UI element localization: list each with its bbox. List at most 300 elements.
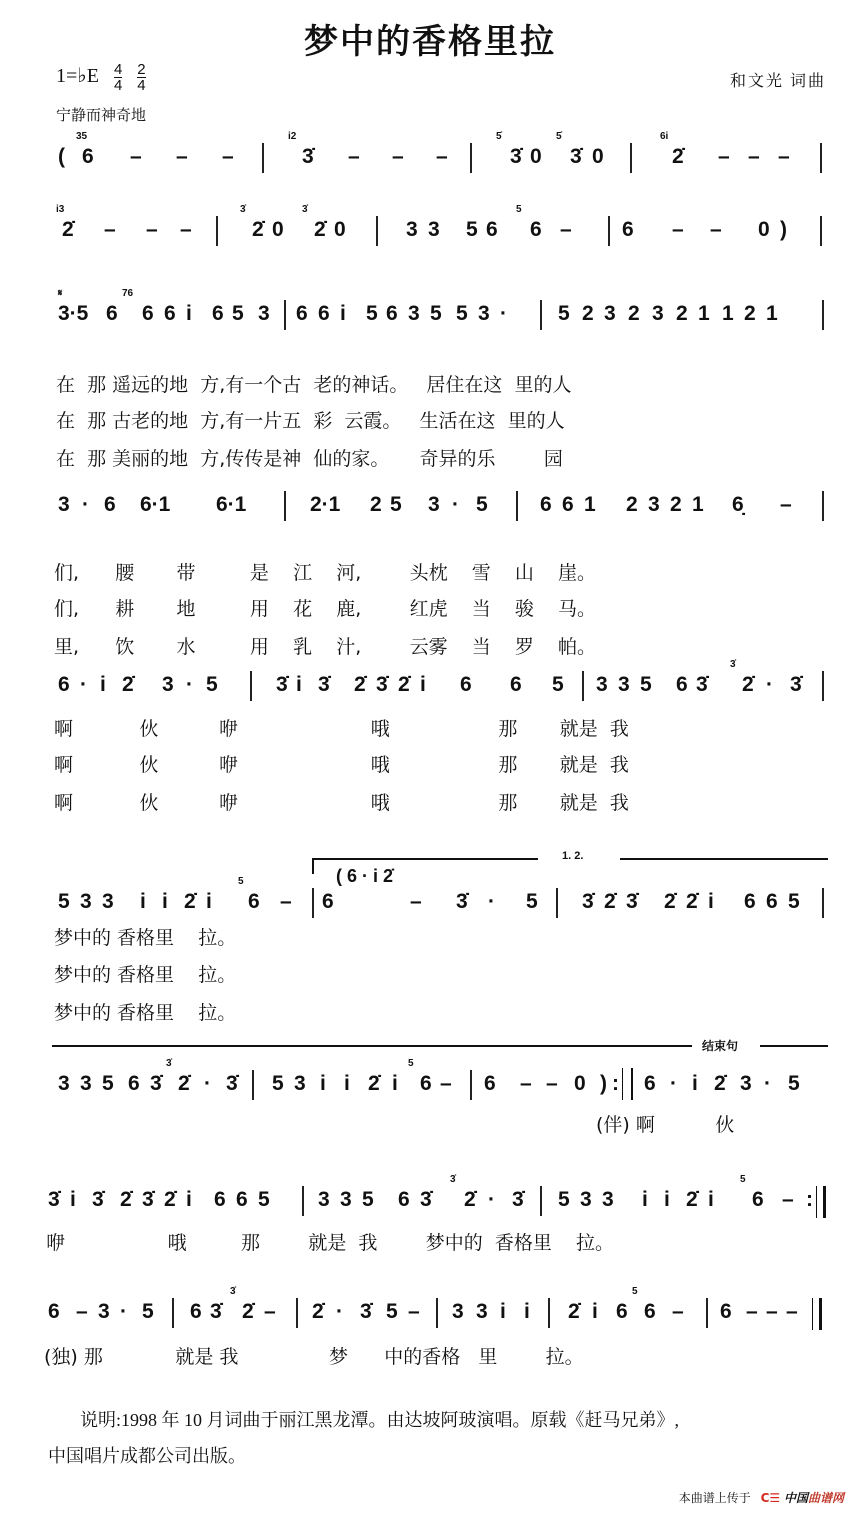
note: ) xyxy=(780,218,787,241)
note: 3 xyxy=(318,1188,330,1211)
lyric-line: (独) 那 就是 我 梦 中的香格 里 拉。 xyxy=(44,1346,584,1368)
time-signature-2-4: $\frac{2}{4}$ xyxy=(137,61,146,94)
site-logo-text-a[interactable]: 中国 xyxy=(783,1491,808,1505)
grace-note: 76 xyxy=(122,288,134,299)
barline xyxy=(436,1298,438,1328)
note: 3 xyxy=(102,890,114,913)
note: 3 xyxy=(406,218,418,241)
note: 2·1 xyxy=(310,493,341,516)
note: 6 xyxy=(212,302,224,325)
volta-bracket-line xyxy=(312,858,538,860)
note: i xyxy=(340,302,346,325)
grace-note: 3̇ xyxy=(230,1286,236,1297)
note: 5 xyxy=(142,1300,154,1323)
note: 3 xyxy=(596,673,608,696)
barline xyxy=(822,491,824,521)
note: – xyxy=(672,218,684,241)
note: 2̇ xyxy=(312,1300,324,1323)
note: · xyxy=(186,673,193,696)
barline xyxy=(470,1070,472,1100)
note: : xyxy=(806,1188,813,1211)
lyric-line: 啊 伙 咿 哦 那 就是 我 xyxy=(54,754,629,776)
note: 2 xyxy=(582,302,594,325)
note: 3̇ xyxy=(318,673,330,696)
note: 6 xyxy=(766,890,778,913)
note: 2̇ xyxy=(464,1188,476,1211)
barline xyxy=(820,216,822,246)
repeat-end-barline xyxy=(816,1186,826,1218)
note: · xyxy=(336,1300,343,1323)
note: 3̇ xyxy=(790,673,802,696)
note: 2̇ xyxy=(354,673,366,696)
note: 6 xyxy=(58,673,70,696)
note: i xyxy=(708,1188,714,1211)
accompaniment-notes: ( 6 · i 2̇ xyxy=(336,866,394,886)
note: 6̣ xyxy=(732,493,744,516)
barline xyxy=(822,888,824,918)
note: 6 xyxy=(644,1072,656,1095)
note: 5 xyxy=(258,1188,270,1211)
note: 2̇ xyxy=(664,890,676,913)
note: · xyxy=(452,493,459,516)
note: – xyxy=(748,145,760,168)
note: 6 xyxy=(214,1188,226,1211)
note: 3 xyxy=(452,1300,464,1323)
note: · xyxy=(766,673,773,696)
note: – xyxy=(104,218,116,241)
note: 3 xyxy=(604,302,616,325)
note: ( xyxy=(58,145,65,168)
note: 3 xyxy=(340,1188,352,1211)
note-line-1: 说明:1998 年 10 月词曲于丽江黑龙潭。由达坡阿玻演唱。原载《赶马兄弟》, xyxy=(80,1410,679,1430)
note: 0 xyxy=(574,1072,586,1095)
note: 6 xyxy=(420,1072,432,1095)
note: 3̇ xyxy=(276,673,288,696)
grace-note: 3̇ xyxy=(450,1174,456,1185)
note: 5 xyxy=(232,302,244,325)
note: · xyxy=(670,1072,677,1095)
note: – xyxy=(130,145,142,168)
note: 2̇ xyxy=(314,218,326,241)
note: 6 xyxy=(752,1188,764,1211)
note: 6 xyxy=(296,302,308,325)
note: i xyxy=(162,890,168,913)
note: 0 xyxy=(530,145,542,168)
grace-note: 5 xyxy=(516,204,522,215)
barline xyxy=(540,1186,542,1216)
note: 3 xyxy=(58,1072,70,1095)
note: – xyxy=(710,218,722,241)
grace-note: 5 xyxy=(740,1174,746,1185)
note: i xyxy=(70,1188,76,1211)
grace-note: i3 xyxy=(56,204,65,215)
note: 6 xyxy=(248,890,260,913)
note: 2̇ xyxy=(122,673,134,696)
note: 2 xyxy=(626,493,638,516)
lyric-line: 在 那 古老的地 方,有一片五 彩 云霞。 生活在这 里的人 xyxy=(56,410,565,432)
ending-bracket-line xyxy=(760,1045,828,1047)
volta-label: 1. 2. xyxy=(562,850,584,862)
note: – xyxy=(408,1300,420,1323)
note: 6 xyxy=(322,890,334,913)
note: 3 xyxy=(98,1300,110,1323)
note: – xyxy=(222,145,234,168)
lyric-line: 梦中的 香格里 拉。 xyxy=(54,964,237,986)
note: – xyxy=(410,890,422,913)
barline xyxy=(820,143,822,173)
note: 3̇ xyxy=(570,145,582,168)
note: – xyxy=(786,1300,798,1323)
note: i xyxy=(344,1072,350,1095)
note: – xyxy=(392,145,404,168)
note: 6 xyxy=(386,302,398,325)
grace-note: 5̇ xyxy=(556,131,562,142)
note: 0 xyxy=(334,218,346,241)
note: 2̇ xyxy=(242,1300,254,1323)
note: 6 xyxy=(164,302,176,325)
note: – xyxy=(280,890,292,913)
note: i xyxy=(642,1188,648,1211)
note: 3̇ xyxy=(226,1072,238,1095)
barline xyxy=(470,143,472,173)
note: 2̇ xyxy=(604,890,616,913)
grace-note: 5̇ xyxy=(496,131,502,142)
note: 5 xyxy=(640,673,652,696)
note: i xyxy=(500,1300,506,1323)
barline xyxy=(608,216,610,246)
note: 6 xyxy=(540,493,552,516)
note: 0 xyxy=(272,218,284,241)
note: 2̇ xyxy=(742,673,754,696)
note: 5 xyxy=(526,890,538,913)
note: 2̇ xyxy=(184,890,196,913)
note: 3 xyxy=(478,302,490,325)
barline xyxy=(822,300,824,330)
note: 6 xyxy=(622,218,634,241)
barline xyxy=(376,216,378,246)
note: 5 xyxy=(206,673,218,696)
note: 3̇ xyxy=(376,673,388,696)
note: 3̇ xyxy=(582,890,594,913)
note: 3 xyxy=(408,302,420,325)
note: 3 xyxy=(258,302,270,325)
note: · xyxy=(500,302,507,325)
note: 3·5 xyxy=(58,302,89,325)
lyric-line: 在 那 遥远的地 方,有一个古 老的神话。 居住在这 里的人 xyxy=(56,374,572,396)
grace-note: 𝄋 xyxy=(58,288,63,299)
note: i xyxy=(186,302,192,325)
note: 3 xyxy=(740,1072,752,1095)
barline xyxy=(284,300,286,330)
note: 5 xyxy=(476,493,488,516)
note: 3̇ xyxy=(302,145,314,168)
note: 3̇ xyxy=(512,1188,524,1211)
lyric-line: (伴) 啊 伙 xyxy=(596,1114,735,1136)
note: – xyxy=(440,1072,452,1095)
note: 6 xyxy=(510,673,522,696)
final-barline xyxy=(812,1298,822,1330)
note: i xyxy=(100,673,106,696)
note: – xyxy=(766,1300,778,1323)
note: 3 xyxy=(618,673,630,696)
note: · xyxy=(82,493,89,516)
grace-note: 5 xyxy=(408,1058,414,1069)
note: · xyxy=(488,1188,495,1211)
repeat-barline xyxy=(622,1068,633,1100)
grace-note: 6i xyxy=(660,131,669,142)
note: 2̇ xyxy=(164,1188,176,1211)
note: 6 xyxy=(486,218,498,241)
barline xyxy=(172,1298,174,1328)
note-line-2: 中国唱片成都公司出版。 xyxy=(48,1446,246,1466)
grace-note: 3̇ xyxy=(730,659,736,670)
ending-label: 结束句 xyxy=(702,1039,739,1053)
note: 6 xyxy=(128,1072,140,1095)
barline xyxy=(216,216,218,246)
note: 2̇ xyxy=(686,890,698,913)
note: – xyxy=(180,218,192,241)
note: 3̇ xyxy=(510,145,522,168)
note: 5 xyxy=(58,890,70,913)
note: – xyxy=(718,145,730,168)
barline xyxy=(312,888,314,918)
note: 3̇ xyxy=(210,1300,222,1323)
note: 2 xyxy=(670,493,682,516)
note: 5 xyxy=(102,1072,114,1095)
note: 2̇ xyxy=(120,1188,132,1211)
key-label: 1=♭E xyxy=(56,65,99,88)
note: – xyxy=(264,1300,276,1323)
lyric-line: 啊 伙 咿 哦 那 就是 我 xyxy=(54,792,629,814)
note: – xyxy=(672,1300,684,1323)
note: – xyxy=(560,218,572,241)
barline xyxy=(250,671,252,701)
note: – xyxy=(780,493,792,516)
note: 2̇ xyxy=(178,1072,190,1095)
note: – xyxy=(76,1300,88,1323)
lyric-line: 梦中的 香格里 拉。 xyxy=(54,1002,237,1024)
note: 5 xyxy=(558,1188,570,1211)
grace-note: 5 xyxy=(632,1286,638,1297)
barline xyxy=(630,143,632,173)
note: : xyxy=(612,1072,619,1095)
note: 6 xyxy=(616,1300,628,1323)
note: 6 xyxy=(676,673,688,696)
note: 2 xyxy=(676,302,688,325)
note: 6 xyxy=(142,302,154,325)
note: 3 xyxy=(162,673,174,696)
note: 2̇ xyxy=(368,1072,380,1095)
lyric-line: 里, 饮 水 用 乳 汁, 云雾 当 罗 帕。 xyxy=(54,636,597,658)
note: 6 xyxy=(530,218,542,241)
grace-note: 3̇ xyxy=(166,1058,172,1069)
note: 5 xyxy=(466,218,478,241)
barline xyxy=(262,143,264,173)
tempo-marking: 宁静而神奇地 xyxy=(56,106,147,124)
note: 6 xyxy=(720,1300,732,1323)
lyric-line: 啊 伙 咿 哦 那 就是 我 xyxy=(54,718,629,740)
note: 1 xyxy=(692,493,704,516)
note: 3̇ xyxy=(92,1188,104,1211)
barline xyxy=(252,1070,254,1100)
barline xyxy=(706,1298,708,1328)
note: 3 xyxy=(80,890,92,913)
grace-note: 3̇ xyxy=(302,204,308,215)
note: – xyxy=(746,1300,758,1323)
note: 1 xyxy=(722,302,734,325)
note: 2̇ xyxy=(686,1188,698,1211)
note: · xyxy=(488,890,495,913)
note: 5 xyxy=(558,302,570,325)
note: – xyxy=(546,1072,558,1095)
note: 3̇ xyxy=(420,1188,432,1211)
note: 6 xyxy=(106,302,118,325)
upload-label: 本曲谱上传于 xyxy=(678,1491,751,1505)
note: i xyxy=(592,1300,598,1323)
grace-note: 3̇ xyxy=(240,204,246,215)
note: 1 xyxy=(698,302,710,325)
grace-note: 5 xyxy=(238,876,244,887)
note: 2̇ xyxy=(252,218,264,241)
author-credit: 和文光 词曲 xyxy=(729,73,826,90)
note: i xyxy=(420,673,426,696)
lyric-line: 们, 耕 地 用 花 鹿, 红虎 当 骏 马。 xyxy=(54,598,597,620)
barline xyxy=(516,491,518,521)
key-signature xyxy=(56,62,146,93)
barline xyxy=(822,671,824,701)
note: 3̇ xyxy=(696,673,708,696)
explanatory-note xyxy=(48,1402,840,1474)
song-title: 梦中的香格里拉 xyxy=(304,22,556,62)
note: 3̇ xyxy=(48,1188,60,1211)
note: 3 xyxy=(428,218,440,241)
note: 6·1 xyxy=(216,493,247,516)
note: 6 xyxy=(744,890,756,913)
note: 5 xyxy=(272,1072,284,1095)
note: · xyxy=(204,1072,211,1095)
volta-bracket-left-edge xyxy=(312,858,314,874)
barline xyxy=(582,671,584,701)
note: 5 xyxy=(386,1300,398,1323)
note: 6 xyxy=(104,493,116,516)
note: – xyxy=(520,1072,532,1095)
note: 3̇ xyxy=(456,890,468,913)
note: i xyxy=(206,890,212,913)
note: 6 xyxy=(644,1300,656,1323)
note: · xyxy=(120,1300,127,1323)
repeat-bracket-line xyxy=(52,1045,692,1047)
note: 3̇ xyxy=(626,890,638,913)
note: 6 xyxy=(562,493,574,516)
note: 3 xyxy=(476,1300,488,1323)
note: 0 xyxy=(758,218,770,241)
note: 2 xyxy=(744,302,756,325)
lyric-line: 们, 腰 带 是 江 河, 头枕 雪 山 崖。 xyxy=(54,562,597,584)
note: 5 xyxy=(788,890,800,913)
grace-note: 35 xyxy=(76,131,88,142)
note: 6 xyxy=(318,302,330,325)
note: 3̇ xyxy=(142,1188,154,1211)
note: 5 xyxy=(456,302,468,325)
note: 2̇ xyxy=(714,1072,726,1095)
note: ) xyxy=(600,1072,607,1095)
note: – xyxy=(146,218,158,241)
note: 2̇ xyxy=(672,145,684,168)
note: 0 xyxy=(592,145,604,168)
note: 5 xyxy=(552,673,564,696)
barline xyxy=(296,1298,298,1328)
note: i xyxy=(708,890,714,913)
site-logo-icon: C☰ xyxy=(760,1491,781,1505)
note: 1 xyxy=(584,493,596,516)
note: 6 xyxy=(48,1300,60,1323)
note: 6 xyxy=(398,1188,410,1211)
note: – xyxy=(176,145,188,168)
note: 6 xyxy=(484,1072,496,1095)
note: 5 xyxy=(430,302,442,325)
barline xyxy=(302,1186,304,1216)
note: i xyxy=(140,890,146,913)
note: i xyxy=(692,1072,698,1095)
upload-footer xyxy=(679,1489,844,1506)
grace-note: i2 xyxy=(288,131,297,142)
lyric-line: 梦中的 香格里 拉。 xyxy=(54,927,237,949)
note: 3 xyxy=(580,1188,592,1211)
note: 3 xyxy=(652,302,664,325)
note: 3 xyxy=(648,493,660,516)
note: – xyxy=(348,145,360,168)
note: 2 xyxy=(628,302,640,325)
note: 6 xyxy=(82,145,94,168)
note: 5 xyxy=(788,1072,800,1095)
note: 3̇ xyxy=(150,1072,162,1095)
note: 6 xyxy=(190,1300,202,1323)
barline xyxy=(284,491,286,521)
note: i xyxy=(320,1072,326,1095)
note: 3 xyxy=(294,1072,306,1095)
note: i xyxy=(186,1188,192,1211)
note: 3 xyxy=(58,493,70,516)
note: 2 xyxy=(370,493,382,516)
note: 3̇ xyxy=(360,1300,372,1323)
note: 6 xyxy=(236,1188,248,1211)
note: i xyxy=(664,1188,670,1211)
note: i xyxy=(296,673,302,696)
note: 6 xyxy=(460,673,472,696)
note: 1 xyxy=(766,302,778,325)
note: 5 xyxy=(390,493,402,516)
note: 2̇ xyxy=(62,218,74,241)
barline xyxy=(556,888,558,918)
lyric-line: 咿 哦 那 就是 我 梦中的 香格里 拉。 xyxy=(46,1232,614,1254)
note: · xyxy=(764,1072,771,1095)
time-signature-4-4: $\frac{4}{4}$ xyxy=(113,61,123,94)
site-logo-text-b[interactable]: 曲谱网 xyxy=(807,1491,844,1505)
note: 2̇ xyxy=(568,1300,580,1323)
note: · xyxy=(80,673,87,696)
barline xyxy=(548,1298,550,1328)
note: – xyxy=(436,145,448,168)
note: – xyxy=(782,1188,794,1211)
note: 6·1 xyxy=(140,493,171,516)
note: 3 xyxy=(428,493,440,516)
note: i xyxy=(392,1072,398,1095)
note: 3 xyxy=(602,1188,614,1211)
note: 3 xyxy=(80,1072,92,1095)
volta-bracket-line-right xyxy=(620,858,828,860)
barline xyxy=(540,300,542,330)
note: 5 xyxy=(366,302,378,325)
